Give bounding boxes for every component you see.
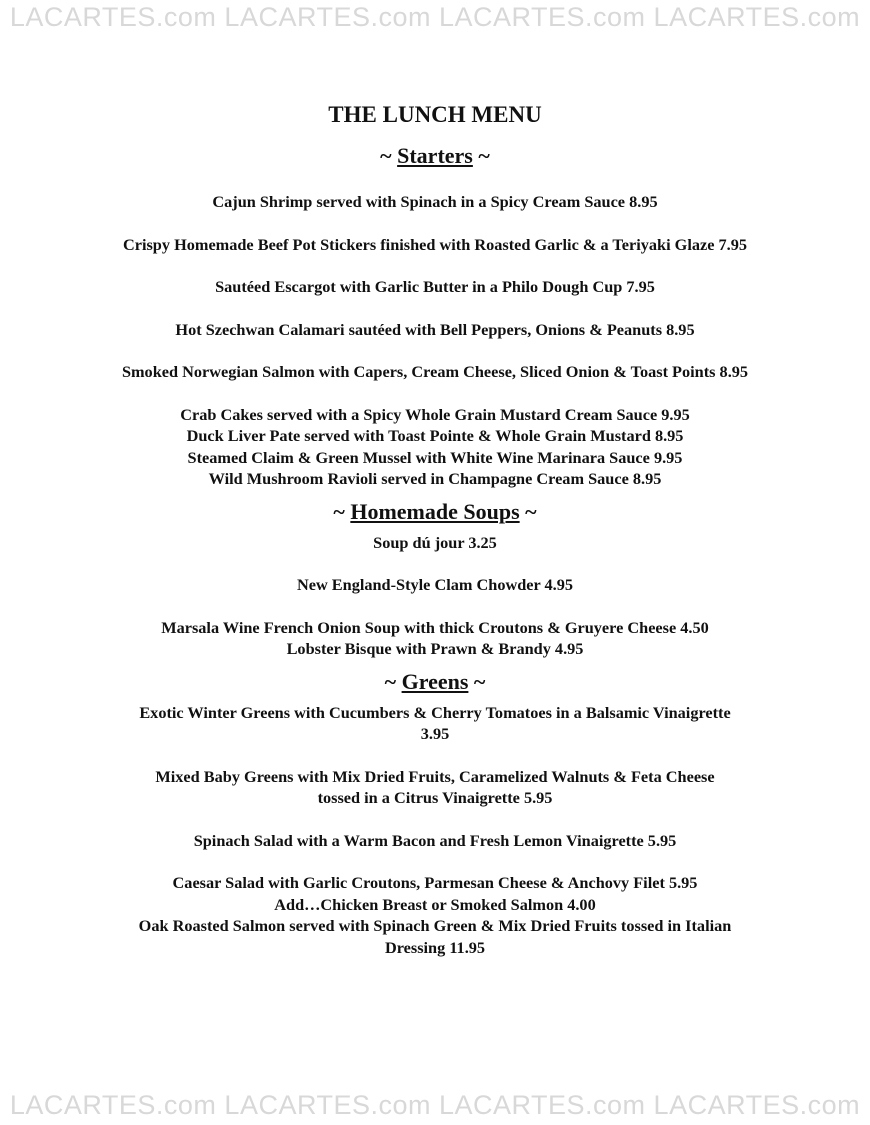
menu-item-crab-cakes: Crab Cakes served with a Spicy Whole Grain Mustard Cream Sauce 9.95 xyxy=(180,404,690,424)
menu-item-calamari: Hot Szechwan Calamari sautéed with Bell Peppers, Onions & Peanuts 8.95 xyxy=(175,319,695,339)
starters-heading-text: Starters xyxy=(397,143,473,168)
menu-item-steamed-claim: Steamed Claim & Green Mussel with White Wine Marinara Sauce 9.95 xyxy=(187,447,683,467)
section-heading-starters: ~ Starters ~ xyxy=(380,143,490,168)
menu-item-spinach-salad: Spinach Salad with a Warm Bacon and Fresh Lemon Vinaigrette 5.95 xyxy=(193,830,677,850)
watermark-bottom: LACARTES.com LACARTES.com LACARTES.com LACARTES.com xyxy=(9,1090,861,1120)
menu-item-clam-chowder: New England-Style Clam Chowder 4.95 xyxy=(296,575,574,594)
section-heading-greens: ~ Greens ~ xyxy=(384,668,486,694)
menu-item-onion-soup: Marsala Wine French Onion Soup with thick Croutons & Gruyere Cheese 4.50 xyxy=(161,617,709,637)
watermark-top: LACARTES.com LACARTES.com LACARTES.com LACARTES.com xyxy=(9,2,861,32)
menu-item-lobster-bisque: Lobster Bisque with Prawn & Brandy 4.95 xyxy=(286,639,584,658)
menu-item-baby-greens: Mixed Baby Greens with Mix Dried Fruits, Caramelized Walnuts & Feta Cheese tossed in a Citrus Vinaigrette 5.95 xyxy=(155,766,715,807)
soups-heading-text: Homemade Soups xyxy=(350,498,520,524)
menu-title: THE LUNCH MENU xyxy=(328,102,542,127)
menu-item-oak-roasted-salmon: Oak Roasted Salmon served with Spinach Green & Mix Dried Fruits tossed in Italian Dressing 11.95 xyxy=(138,916,732,957)
menu-item-add-protein: Add…Chicken Breast or Smoked Salmon 4.00 xyxy=(274,894,596,914)
menu-item-ravioli: Wild Mushroom Ravioli served in Champagne Cream Sauce 8.95 xyxy=(208,469,662,488)
menu-item-smoked-salmon: Smoked Norwegian Salmon with Capers, Cream Cheese, Sliced Onion & Toast Points 8.95 xyxy=(121,362,749,381)
section-heading-soups: ~ Homemade Soups ~ xyxy=(333,498,537,524)
menu-item-cajun-shrimp: Cajun Shrimp served with Spinach in a Spicy Cream Sauce 8.95 xyxy=(212,192,658,211)
greens-heading-text: Greens xyxy=(401,668,469,694)
menu-item-caesar-salad: Caesar Salad with Garlic Croutons, Parmesan Cheese & Anchovy Filet 5.95 xyxy=(172,873,698,892)
menu-item-duck-liver-pate: Duck Liver Pate served with Toast Pointe & Whole Grain Mustard 8.95 xyxy=(186,426,684,445)
menu-item-escargot: Sautéed Escargot with Garlic Butter in a Philo Dough Cup 7.95 xyxy=(215,277,655,296)
lunch-menu xyxy=(0,100,870,958)
menu-item-winter-greens: Exotic Winter Greens with Cucumbers & Cherry Tomatoes in a Balsamic Vinaigrette 3.95 xyxy=(139,702,731,743)
menu-item-pot-stickers: Crispy Homemade Beef Pot Stickers finished with Roasted Garlic & a Teriyaki Glaze 7.95 xyxy=(122,234,748,254)
menu-item-soup-du-jour: Soup dú jour 3.25 xyxy=(373,532,497,552)
